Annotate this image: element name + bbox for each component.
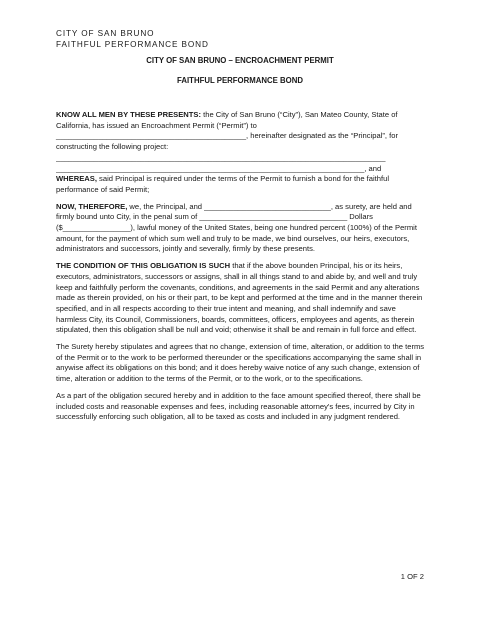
header-city: CITY OF SAN BRUNO bbox=[56, 29, 155, 38]
paragraph-condition bbox=[56, 261, 426, 336]
project-blank-line-1: ______________________________________________________________________________ bbox=[56, 152, 386, 162]
text-whereas: said Principal is required under the terms of the Permit to furnish a bond for the faithful performance of said Permit; bbox=[56, 174, 390, 194]
lead-whereas: WHEREAS, bbox=[56, 174, 97, 184]
project-blank-line-2: _________________________________________________________________________, and bbox=[56, 163, 382, 173]
document-body bbox=[56, 110, 426, 429]
document-subtitle: FAITHFUL PERFORMANCE BOND bbox=[177, 76, 303, 85]
paragraph-surety: The Surety hereby stipulates and agrees that no change, extension of time, alteration, or addition to the terms of the Permit or to the work to be performed thereunder or the specifications accompanying the same shall in anywise affect its obligations on this bond; and it does hereby waive notice of any such change, extension of time, alteration or addition to the terms of the Permit, or to the work, or to the specifications. bbox=[56, 342, 425, 384]
lead-now-therefore: NOW, THEREFORE, bbox=[56, 201, 128, 211]
paragraph-costs: As a part of the obligation secured hereby and in addition to the face amount specified thereof, there shall be included costs and reasonable expenses and fees, including reasonable attorney's fees, incurred by City in successfully enforcing such obligation, all to be taxed as costs and included in any judgment rendered. bbox=[56, 390, 421, 422]
text-now-therefore: we, the Principal, and ______________________________, as surety, are held and firmly bound unto City, in the penal sum of ___________________________________ Dollars ($________________), lawful money of the United States, being one hundred percent (100%) of the Permit amount, for the payment of which sum well and truly to be made, we bind ourselves, our heirs, executors, administrators and successors, jointly and severally, firmly by these presents. bbox=[56, 201, 417, 254]
lead-condition: THE CONDITION OF THIS OBLIGATION IS SUCH bbox=[56, 261, 231, 271]
paragraph-know-all-men bbox=[56, 110, 426, 196]
header-bond-type: FAITHFUL PERFORMANCE BOND bbox=[56, 40, 209, 49]
text-know-all-men: the City of San Bruno (“City”), San Mateo County, State of California, has issued an Encroachment Permit (“Permit”) to _____________________________________________, hereinafter designated as the “Principal”, for constructing the following project: bbox=[56, 110, 399, 152]
document-header bbox=[56, 28, 209, 50]
lead-know-all-men: KNOW ALL MEN BY THESE PRESENTS: bbox=[56, 110, 201, 119]
paragraph-now-therefore bbox=[56, 202, 426, 256]
text-condition: that if the above bounden Principal, his or its heirs, executors, administrators, successors or assigns, shall in all things stand to and abide by, and well and truly keep and faithfully perform the covenants, conditions, and agreements in the said Permit and any alterations made as therein provided, on his or their part, to be kept and performed at the time and in the manner therein specified, and in all respects according to their true intent and meaning, and shall indemnify and save harmless City, its Council, Commissioners, boards, committees, officers, employees and agents, as therein stipulated, then this obligation shall be null and void; otherwise it shall be and remain in full force and effect. bbox=[56, 261, 423, 335]
page-number: 1 OF 2 bbox=[400, 572, 424, 581]
document-title: CITY OF SAN BRUNO – ENCROACHMENT PERMIT bbox=[146, 56, 334, 65]
